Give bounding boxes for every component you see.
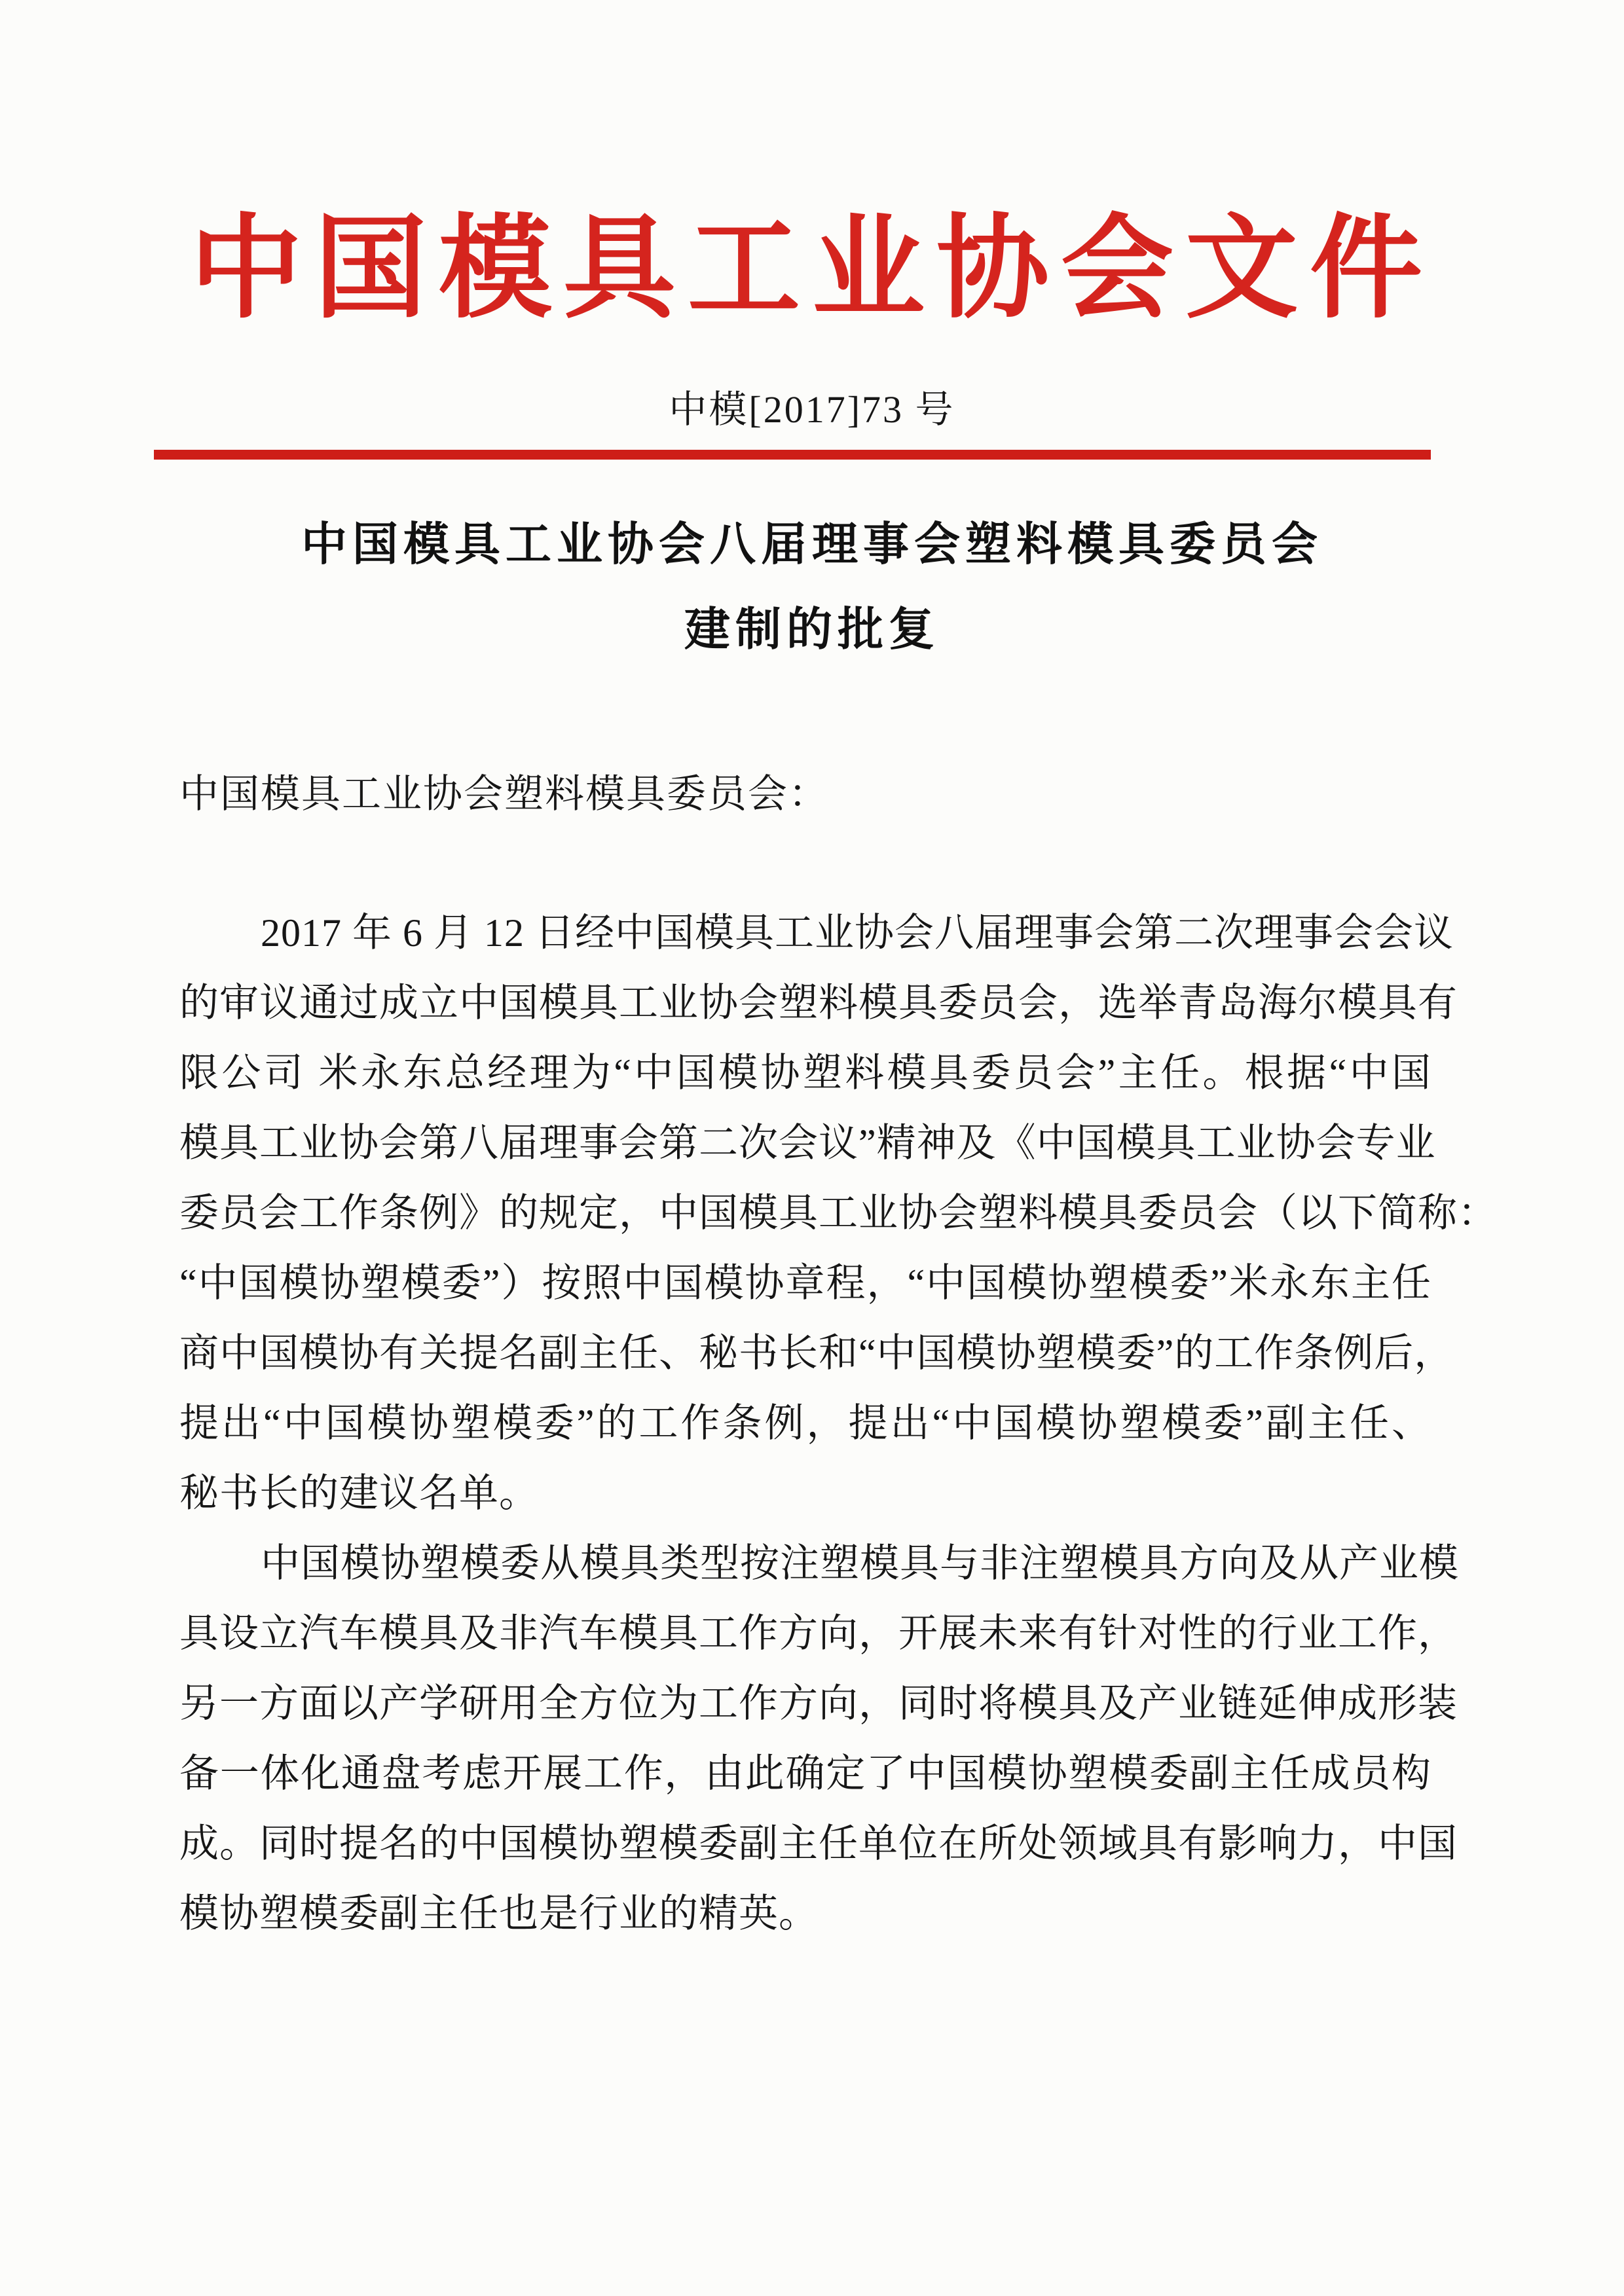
body-line: 模协塑模委副主任也是行业的精英。: [179, 1892, 819, 1935]
body-line: “中国模协塑模委”）按照中国模协章程，“中国模协塑模委”米永东主任: [179, 1262, 1431, 1305]
body-line: 模具工业协会第八届理事会第二次会议”精神及《中国模具工业协会专业: [179, 1121, 1436, 1165]
red-divider-rule: [154, 450, 1431, 460]
document-title: [0, 503, 1624, 673]
addressee-line: 中国模具工业协会塑料模具委员会：: [179, 773, 829, 816]
body-line: 具设立汽车模具及非汽车模具工作方向，开展未来有针对性的行业工作，: [179, 1612, 1458, 1655]
body-line: 提出“中国模协塑模委”的工作条例，提出“中国模协塑模委”副主任、: [179, 1402, 1431, 1445]
body-line: 秘书长的建议名单。: [179, 1472, 539, 1515]
body-line: 商中国模协有关提名副主任、秘书长和“中国模协塑模委”的工作条例后，: [179, 1332, 1454, 1375]
body-line: 成。同时提名的中国模协塑模委副主任单位在所处领域具有影响力，中国: [179, 1822, 1458, 1865]
document-title-line1: 中国模具工业协会八届理事会塑料模具委员会: [301, 520, 1323, 570]
body-line: 中国模协塑模委从模具类型按注塑模具与非注塑模具方向及从产业模: [261, 1542, 1459, 1585]
body-line: 的审议通过成立中国模具工业协会塑料模具委员会，选举青岛海尔模具有: [179, 981, 1458, 1025]
document-body: [179, 898, 1498, 1949]
body-line: 委员会工作条例》的规定，中国模具工业协会塑料模具委员会（以下简称：: [179, 1192, 1498, 1235]
body-line: 限公司 米永东总经理为“中国模协塑料模具委员会”主任。根据“中国: [179, 1051, 1431, 1095]
document-title-line2: 建制的批复: [684, 605, 940, 655]
document-number: 中模[2017]73 号: [669, 388, 955, 431]
red-masthead-title: 中国模具工业协会文件: [190, 208, 1434, 332]
body-line: 另一方面以产学研用全方位为工作方向，同时将模具及产业链延伸成形装: [179, 1682, 1458, 1725]
body-line: 备一体化通盘考虑开展工作，由此确定了中国模协塑模委副主任成员构: [179, 1752, 1431, 1795]
body-line: 2017 年 6 月 12 日经中国模具工业协会八届理事会第二次理事会会议: [261, 911, 1454, 955]
